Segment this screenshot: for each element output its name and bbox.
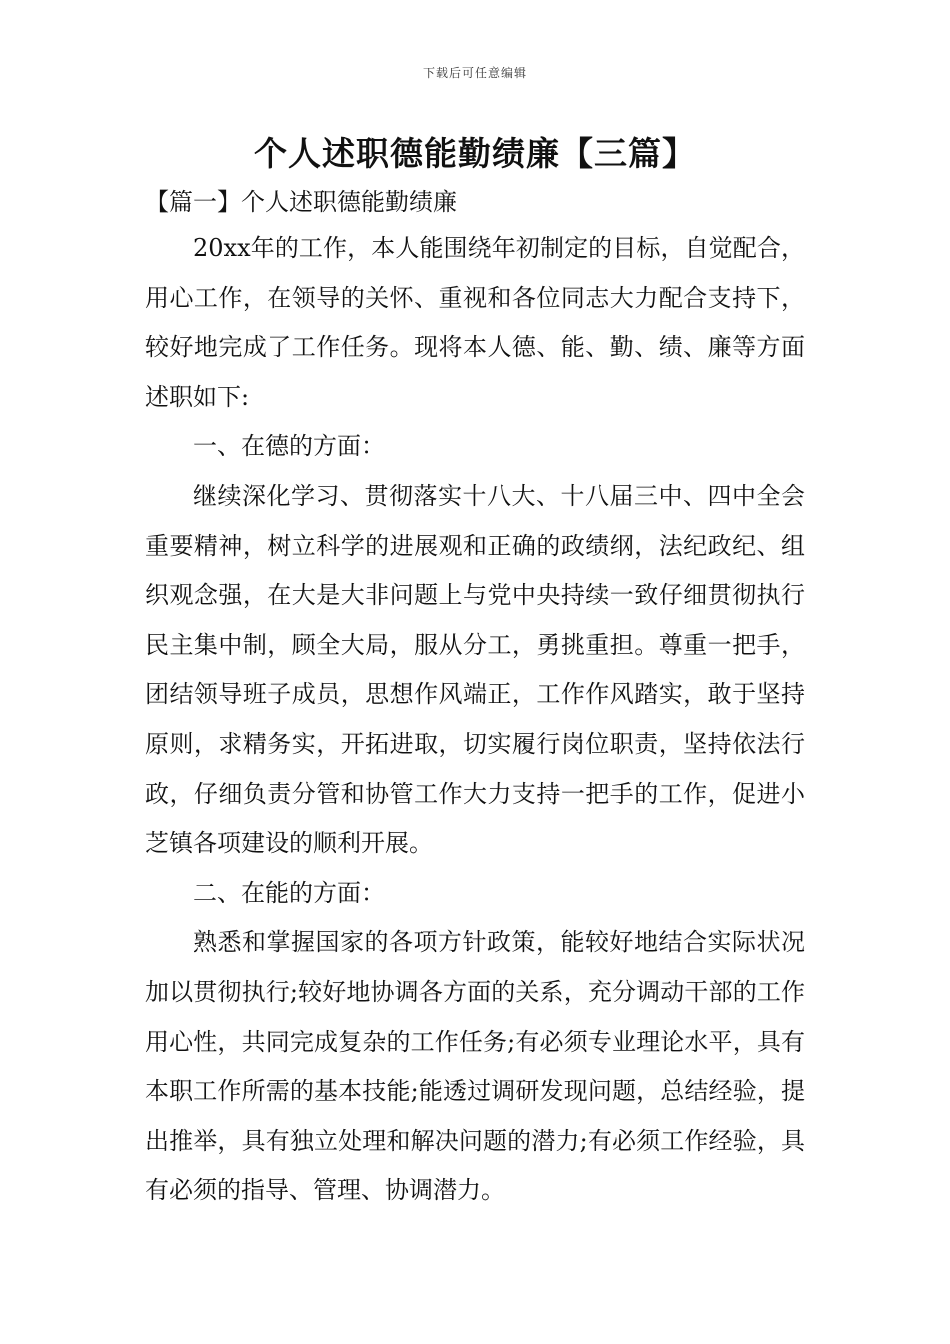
part1-heading: 一、在德的方面： — [193, 432, 385, 461]
section-heading: 【篇一】个人述职德能勤绩廉 — [145, 188, 457, 216]
part2-heading: 二、在能的方面： — [193, 878, 385, 907]
part2-paragraph: 熟悉和掌握国家的各项方针政策，能较好地结合实际状况加以贯彻执行;较好地协调各方面的关系，充分调动干部的工作用心性，共同完成复杂的工作任务;有必须专业理论水平，具有本职工作所需的基本技能;能透过调研发现问题，总结经验，提出推举，具有独立处理和解决问题的潜力;有必须工作经验，具有必须的指导、管理、协调潜力。 — [145, 928, 805, 1205]
intro-paragraph: 20xx年的工作，本人能围绕年初制定的目标，自觉配合，用心工作，在领导的关怀、重视和各位同志大力配合支持下，较好地完成了工作任务。现将本人德、能、勤、绩、廉等方面述职如下: — [145, 234, 805, 411]
document-body — [145, 224, 805, 1216]
document-title: 个人述职德能勤绩廉【三篇】 — [254, 134, 696, 173]
part1-paragraph: 继续深化学习、贯彻落实十八大、十八届三中、四中全会重要精神，树立科学的进展观和正确的政绩纲，法纪政纪、组织观念强，在大是大非问题上与党中央持续一致仔细贯彻执行民主集中制，顾全大局，服从分工，勇挑重担。尊重一把手，团结领导班子成员，思想作风端正，工作作风踏实，敢于坚持原则，求精务实，开拓进取，切实履行岗位职责，坚持依法行政，仔细负责分管和协管工作大力支持一把手的工作，促进小芝镇各项建设的顺利开展。 — [145, 481, 805, 858]
header-note: 下载后可任意编辑 — [422, 66, 527, 80]
